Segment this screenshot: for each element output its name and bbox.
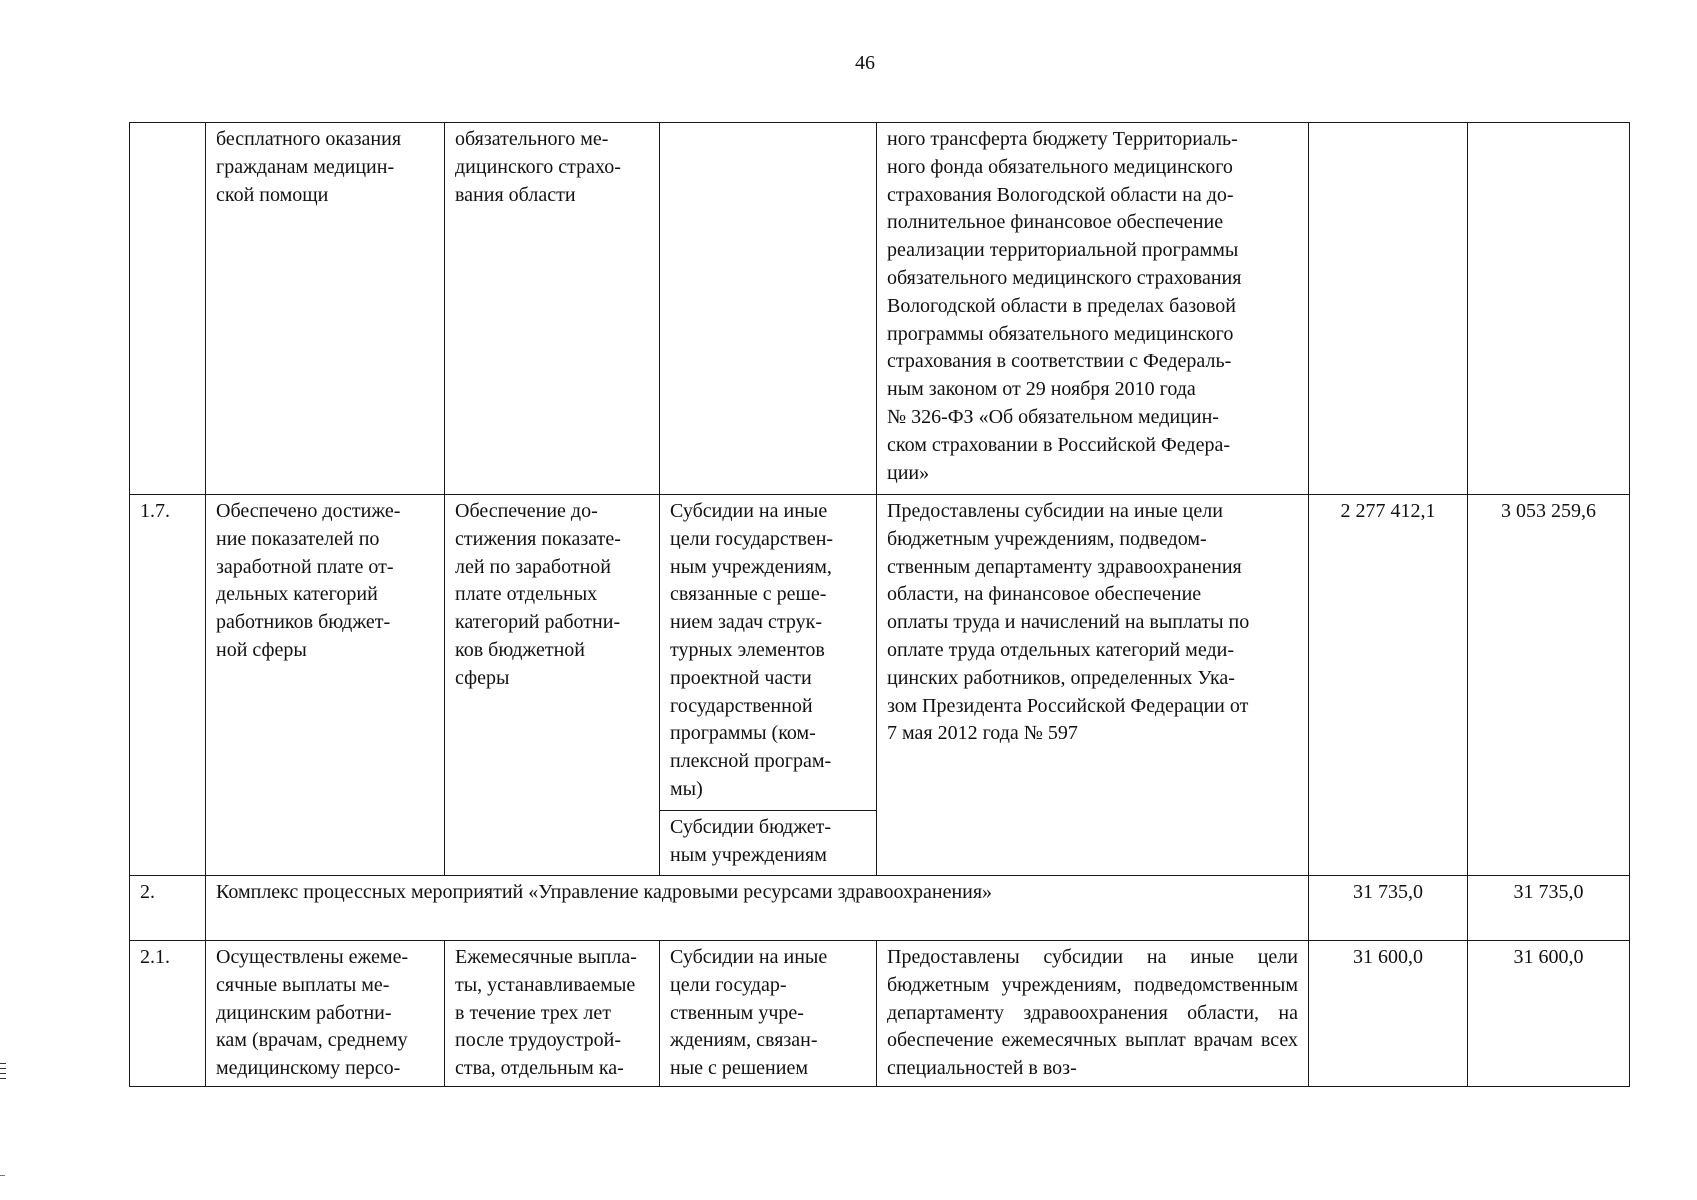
cell-number <box>130 495 206 876</box>
funding-type-text: Субсидии бюджет- ным учреждениям <box>670 816 832 866</box>
cell-amount-2 <box>1468 941 1630 1087</box>
amount-value-1: 31 735,0 <box>1353 881 1423 903</box>
description-text: Предоставлены субсидии на иные цели бюджетным учреждениям, подведом- ственным департаменту здравоохранения области, на финансовое обеспечение оплаты труда и начислений на выплаты по оплате труда отдельных категорий меди- цинских работников, определенных Ука- зом Президента Российской Федерации от 7 мая 2012 года № 597 <box>887 500 1250 745</box>
cell-funding-type <box>660 495 877 811</box>
measure-text: обязательного ме- дицинского страхо- вания области <box>455 128 621 206</box>
funding-type-text: Субсидии на иные цели государ- ственным учре- ждениям, связан- ные с решением <box>670 946 828 1080</box>
cell-result <box>206 123 445 495</box>
table-row-2-1 <box>130 941 1630 1087</box>
scan-margin-dash <box>0 1175 5 1176</box>
row-number: 2.1. <box>140 946 170 968</box>
cell-amount-2 <box>1468 123 1630 495</box>
table-row-1-7 <box>130 495 1630 811</box>
amount-value-2: 31 735,0 <box>1513 881 1584 903</box>
result-text: Осуществлены ежеме- сячные выплаты ме- дицинским работни- кам (врачам, среднему медицинскому персо- <box>216 946 409 1080</box>
cell-complex-title <box>206 876 1309 941</box>
complex-title: Комплекс процессных мероприятий «Управление кадровыми ресурсами здравоохранения» <box>216 881 993 903</box>
cell-amount-1 <box>1309 876 1468 941</box>
cell-amount-1 <box>1309 495 1468 876</box>
cell-result <box>206 495 445 876</box>
cell-result <box>206 941 445 1087</box>
cell-funding-type <box>660 123 877 495</box>
measure-text: Ежемесячные выпла- ты, устанавливаемые в течение трех лет после трудоустрой- ства, отдельным ка- <box>455 946 637 1080</box>
cell-number <box>130 876 206 941</box>
description-text: Предоставлены субсидии на иные цели бюджетным учреждениям, подведомственным департаменту здравоохранения области, на обеспечение ежемесячных выплат врачам всех специальностей в воз- <box>887 946 1298 1080</box>
row-number: 1.7. <box>140 500 170 522</box>
cell-measure <box>445 123 660 495</box>
cell-funding-type <box>660 941 877 1087</box>
funding-type-text: Субсидии на иные цели государствен- ным учреждениям, связанные с реше- нием задач струк- турных элементов проектной части государственной программы (ком- плексной програм- мы) <box>670 500 834 800</box>
measure-text: Обеспечение до- стижения показате- лей по заработной плате отдельных категорий работни- ков бюджетной сферы <box>455 500 621 689</box>
cell-description <box>877 495 1309 876</box>
cell-amount-2 <box>1468 495 1630 876</box>
amount-value-2: 3 053 259,6 <box>1501 500 1596 522</box>
result-text: Обеспечено достиже- ние показателей по заработной плате от- дельных категорий работников бюджет- ной сферы <box>216 500 401 661</box>
table-row-2 <box>130 876 1630 941</box>
cell-amount-1 <box>1309 941 1468 1087</box>
cell-measure <box>445 941 660 1087</box>
cell-number <box>130 941 206 1087</box>
cell-amount-2 <box>1468 876 1630 941</box>
cell-funding-type-budget <box>660 811 877 876</box>
cell-description <box>877 941 1309 1087</box>
scan-margin-marks <box>0 1063 6 1083</box>
cell-measure <box>445 495 660 876</box>
amount-value-2: 31 600,0 <box>1513 946 1584 968</box>
amount-value-1: 2 277 412,1 <box>1340 500 1436 522</box>
amount-value-1: 31 600,0 <box>1353 946 1423 968</box>
description-text: ного трансферта бюджету Территориаль- ного фонда обязательного медицинского страхования Вологодской области на до- полнительное финансовое обеспечение реализации территориальной программы обязательного медицинского страхования Вологодской области в пределах базовой программы обязательного медицинского страхования в соответствии с Федераль- ным законом от 29 ноября 2010 года № 326-ФЗ «Об обязательном медицин- ском страховании в Российской Федера- ции» <box>887 128 1242 484</box>
table-row-continuation <box>130 123 1630 495</box>
cell-description <box>877 123 1309 495</box>
result-text: бесплатного оказания гражданам медицин- ской помощи <box>216 128 402 206</box>
page-number: 46 <box>855 52 875 74</box>
cell-number <box>130 123 206 495</box>
row-number: 2. <box>140 881 155 903</box>
cell-amount-1 <box>1309 123 1468 495</box>
program-measures-table <box>129 122 1630 1087</box>
